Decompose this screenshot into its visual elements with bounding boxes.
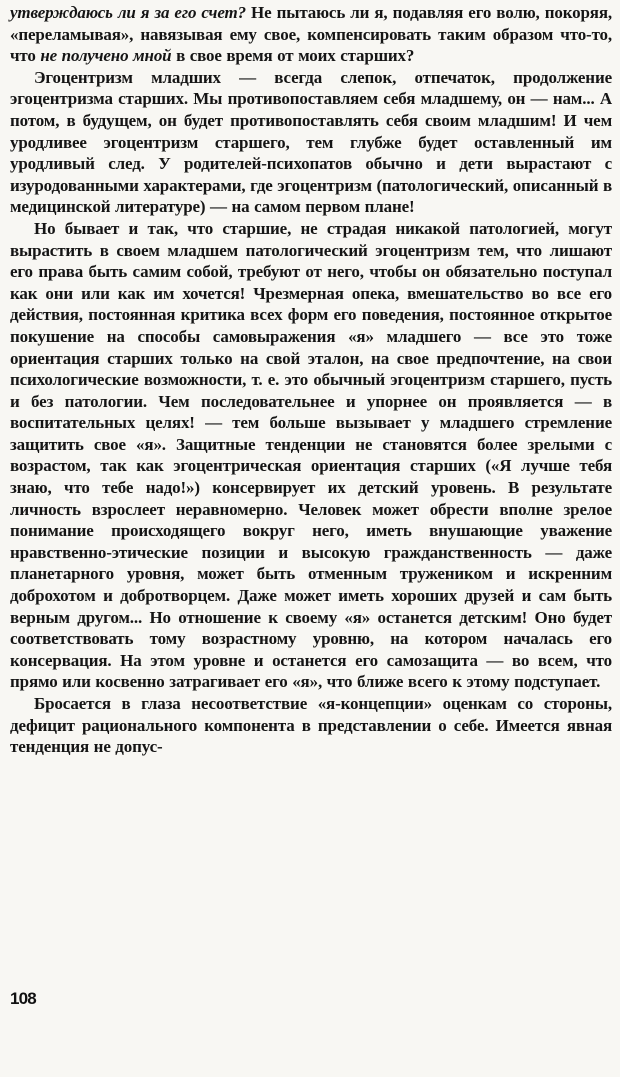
- page-body: [10, 2, 612, 758]
- paragraph-1: [10, 2, 612, 67]
- paragraph-3-text: Но бывает и так, что старшие, не страдая никакой патологией, могут вырастить в своем младшем патологический эгоцентризм тем, что лишают его права быть самим собой, требуют от него, чтобы он обязательно поступал как они или как им хочется! Чрезмерная опека, вмешательство во все его действия, постоянная критика всех форм его поведения, постоянное открытое покушение на способы самовыражения «я» младшего — все это тоже ориентация старших только на свой эталон, на свое предпочтение, на свои психологические возможности, т. е. это обычный эгоцентризм старшего, пусть и без патологии. Чем последовательнее и упорнее он проявляется — в воспитательных целях! — тем больше вызывает у младшего стремление защитить свое «я». Защитные тенденции не становятся более зрелыми с возрастом, так как эгоцентрическая ориентация старших («Я лучше тебя знаю, что тебе надо!») консервирует их детский уровень. В результате личность взрослеет неравномерно. Человек может обрести вполне зрелое понимание происходящего вокруг него, иметь внушающие уважение нравственно-этические позиции и высокую гражданственность — даже планетарного уровня, может быть отменным тружеником и искренним доброхотом и добротворцем. Даже может иметь хороших друзей и сам быть верным другом... Но отношение к своему «я» останется детским! Оно будет соответствовать тому возрастному уровню, на котором началась его консервация. На этом уровне и останется его самозащита — во всем, что прямо или косвенно затрагивает его «я», что ближе всего к этому подступает.: [10, 218, 612, 692]
- paragraph-4-text: Бросается в глаза несоответствие «я-концепции» оценкам со стороны, дефицит рационального компонента в представлении о себе. Имеется явная тенденция не допус-: [10, 694, 612, 757]
- paragraph-1-text: Не пытаюсь ли я, подавляя его волю, покоряя, «переламывая», навязывая ему свое, компенсировать таким образом что-то, что: [10, 3, 612, 66]
- paragraph-2-text: Эгоцентризм младших — всегда слепок, отпечаток, продолжение эгоцентризма старших. Мы противопоставляем себя младшему, он — нам... А потом, в будущем, он будет противопоставлять себя своим младшим! И чем уродливее эгоцентризм старшего, тем глубже будет оставленный им уродливый след. У родителей-психопатов обычно и дети вырастают с изуродованными характерами, где эгоцентризм (патологический, описанный в медицинской литературе) — на самом первом плане!: [10, 67, 612, 217]
- paragraph-1-ending: в свое время от моих старших?: [171, 46, 415, 66]
- page-number: 108: [10, 989, 36, 1008]
- italic-phrase-1: утверждаюсь ли я за его счет?: [10, 3, 246, 22]
- paragraph-3: [10, 218, 612, 693]
- italic-phrase-2: не получено мной: [40, 46, 172, 66]
- paragraph-4: [10, 693, 612, 758]
- paragraph-2: [10, 67, 612, 218]
